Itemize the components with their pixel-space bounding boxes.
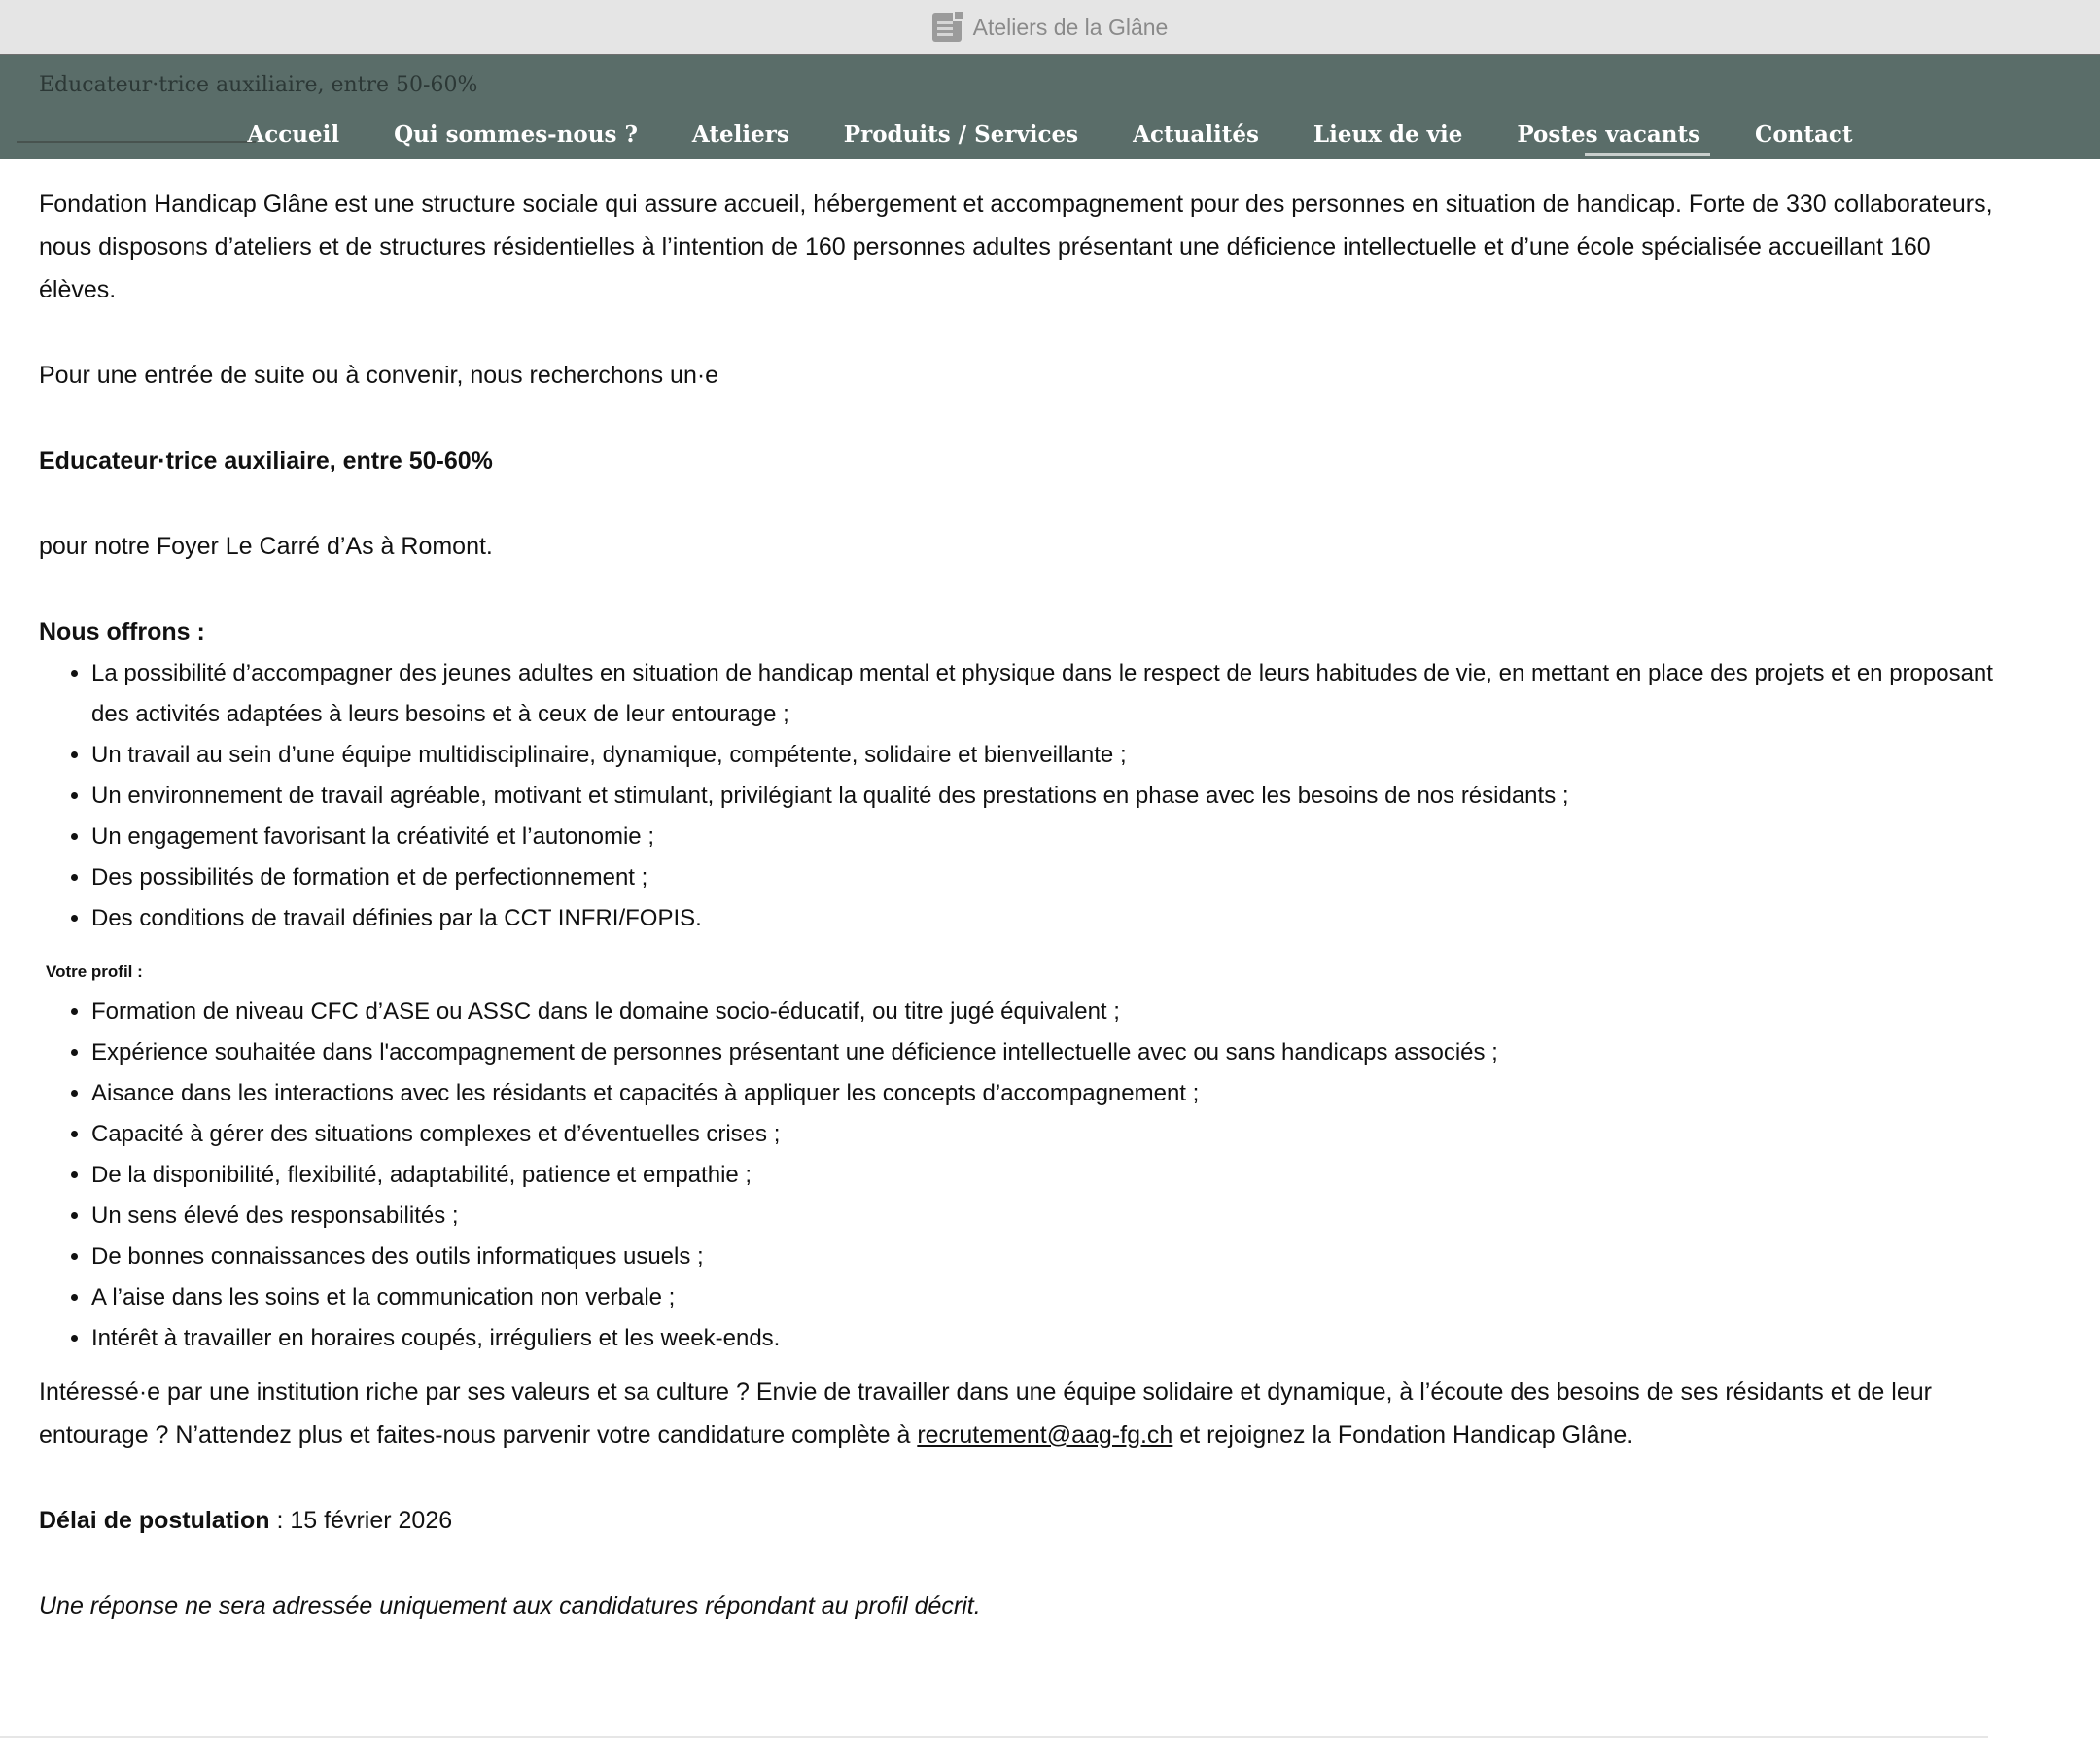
email-link[interactable]: recrutement@aag-fg.ch (917, 1421, 1173, 1449)
nav-item-accueil[interactable]: Accueil (247, 122, 340, 148)
offers-heading: Nous offrons : (39, 618, 205, 646)
list-item: • Des possibilités de formation et de perfectionnement ; (91, 857, 2003, 898)
deadline-value: : 15 février 2026 (269, 1507, 453, 1534)
list-item: • A l’aise dans les soins et la communication non verbale ; (91, 1277, 2003, 1318)
offers-list (39, 653, 2003, 939)
list-item: • Des conditions de travail définies par la CCT INFRI/FOPIS. (91, 898, 2003, 939)
job-title: Educateur·trice auxiliaire, entre 50-60% (39, 447, 493, 474)
window-titlebar (0, 0, 2100, 55)
response-note: Une réponse ne sera adressée uniquement aux candidatures répondant au profil décrit. (39, 1592, 981, 1620)
list-item: • Capacité à gérer des situations complexes et d’éventuelles crises ; (91, 1114, 2003, 1155)
breadcrumb: Educateur·trice auxiliaire, entre 50-60% (39, 73, 478, 97)
closing-text: Intéressé·e par une institution riche par ses valeurs et sa culture ? Envie de travailler dans une équipe solidaire et dynamique, à l’écoute des besoins de ses résidants et de leur entourage ? N’attendez plus et faites-nous parvenir votre candidature complète à (39, 1379, 1932, 1449)
document-icon (932, 13, 962, 42)
nav-item-qui-sommes-nous[interactable]: Qui sommes-nous ? (394, 122, 638, 148)
list-item: • Formation de niveau CFC d’ASE ou ASSC dans le domaine socio-éducatif, ou titre jugé équivalent ; (91, 992, 2003, 1032)
list-item: • Un travail au sein d’une équipe multidisciplinaire, dynamique, compétente, solidaire et bienveillante ; (91, 735, 2003, 776)
nav-item-produits-services[interactable]: Produits / Services (843, 122, 1079, 148)
list-item: • De bonnes connaissances des outils informatiques usuels ; (91, 1237, 2003, 1277)
list-item: • La possibilité d’accompagner des jeunes adultes en situation de handicap mental et physique dans le respect de leurs habitudes de vie, en mettant en place des projets et en proposant des activités adaptées à leurs besoins et à ceux de leur entourage ; (91, 653, 2003, 735)
site-header (0, 55, 2100, 159)
main-nav (0, 122, 2100, 148)
list-item: • Un sens élevé des responsabilités ; (91, 1196, 2003, 1237)
list-item: • Aisance dans les interactions avec les résidants et capacités à appliquer les concepts d’accompagnement ; (91, 1073, 2003, 1114)
footer-divider (0, 1736, 1988, 1738)
nav-item-lieux-de-vie[interactable]: Lieux de vie (1312, 122, 1463, 148)
deadline-label: Délai de postulation (39, 1507, 270, 1534)
nav-item-contact[interactable]: Contact (1755, 122, 1853, 148)
list-item: • De la disponibilité, flexibilité, adaptabilité, patience et empathie ; (91, 1155, 2003, 1196)
location-paragraph: pour notre Foyer Le Carré d’As à Romont. (39, 533, 493, 560)
list-item: • Un environnement de travail agréable, motivant et stimulant, privilégiant la qualité des prestations en phase avec les besoins de nos résidants ; (91, 776, 2003, 817)
deadline-paragraph (39, 1499, 2003, 1542)
list-item: • Intérêt à travailler en horaires coupés, irréguliers et les week-ends. (91, 1318, 2003, 1359)
nav-item-ateliers[interactable]: Ateliers (691, 122, 789, 148)
profile-list (39, 992, 2003, 1359)
seeking-paragraph: Pour une entrée de suite ou à convenir, nous recherchons un·e (39, 362, 719, 389)
nav-item-actualites[interactable]: Actualités (1133, 122, 1259, 148)
list-item: • Un engagement favorisant la créativité et l’autonomie ; (91, 817, 2003, 857)
job-posting (39, 183, 2003, 1627)
closing-paragraph (39, 1371, 2003, 1456)
nav-item-postes-vacants[interactable]: Postes vacants (1517, 122, 1701, 148)
intro-paragraph: Fondation Handicap Glâne est une structure sociale qui assure accueil, hébergement et accompagnement pour des personnes en situation de handicap. Forte de 330 collaborateurs, nous disposons d’ateliers et de structures résidentielles à l’intention de 160 personnes adultes présentant une déficience intellectuelle et d’une école spécialisée accueillant 160 élèves. (39, 191, 1993, 303)
closing-text-end: et rejoignez la Fondation Handicap Glâne. (1172, 1421, 1634, 1449)
profile-heading: Votre profil : (46, 962, 143, 981)
window-title: Ateliers de la Glâne (972, 14, 1169, 40)
list-item: • Expérience souhaitée dans l'accompagnement de personnes présentant une déficience intellectuelle avec ou sans handicaps associés ; (91, 1032, 2003, 1073)
